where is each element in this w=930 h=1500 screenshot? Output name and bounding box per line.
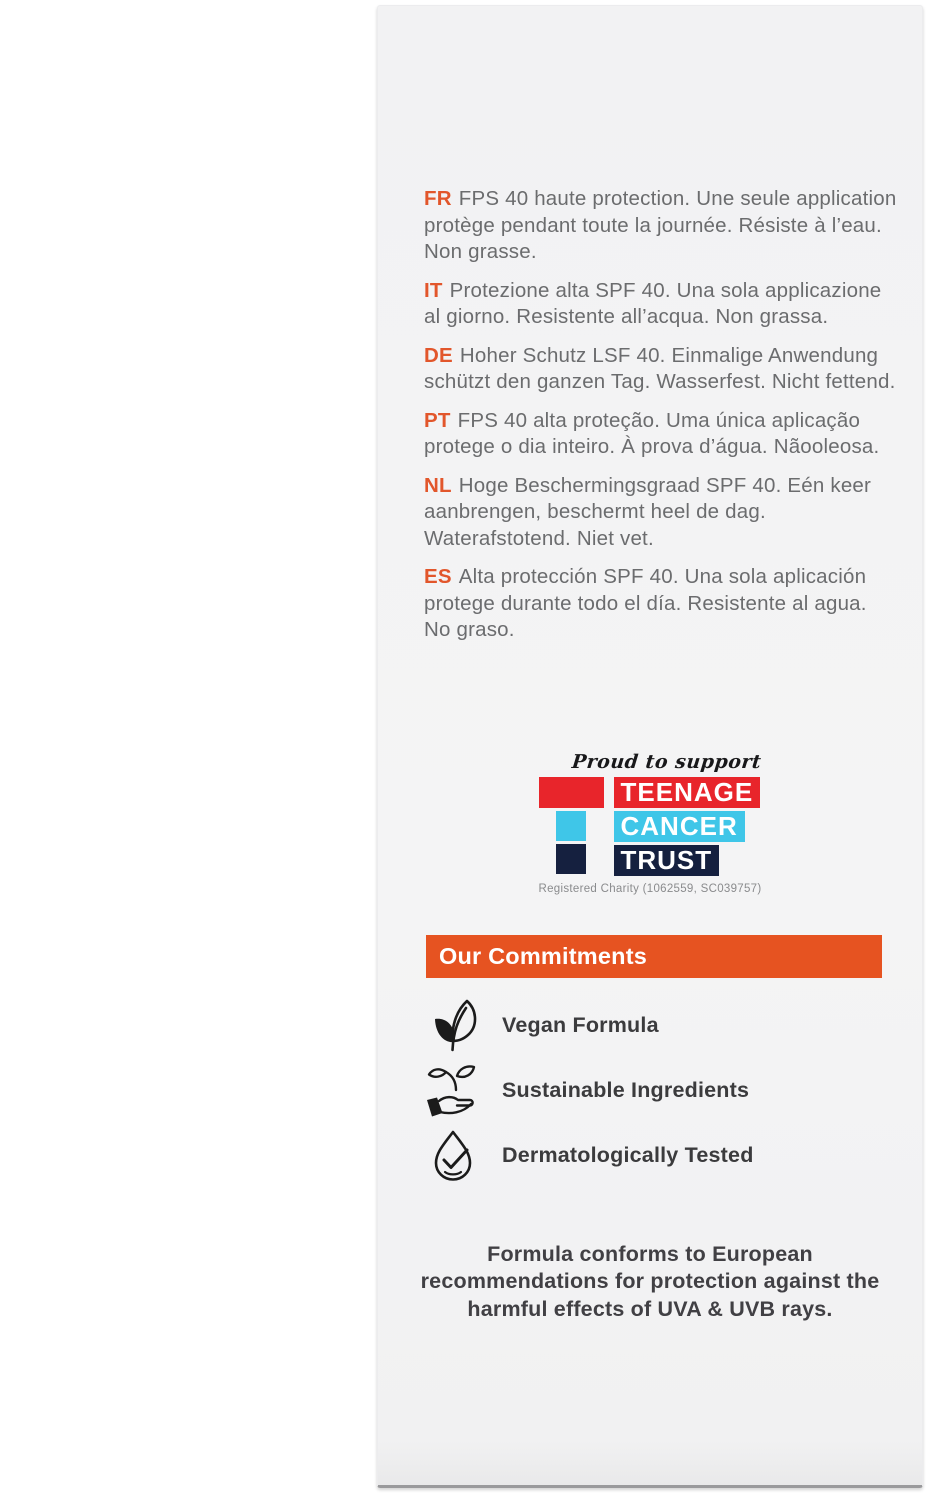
vegan-leaf-icon <box>424 998 484 1052</box>
charity-tagline: Proud to support <box>571 751 763 773</box>
lang-text-es: Alta protección SPF 40. Una sola aplicación protege durante todo el día. Resistente al agua. No graso. <box>424 565 867 641</box>
lang-text-nl: Hoge Beschermingsgraad SPF 40. Eén keer aanbrengen, beschermt heel de dag. Waterafstotend. Niet vet. <box>424 473 872 550</box>
tct-t-mid-cyan-square <box>556 811 586 841</box>
lang-paragraph-pt <box>424 408 898 461</box>
tct-t-top-red-bar <box>539 777 604 808</box>
tct-t-bottom-navy-square <box>556 844 586 874</box>
teenage-cancer-trust-block <box>378 751 922 895</box>
our-commitments-banner: Our Commitments <box>426 935 882 978</box>
lang-text-de: Hoher Schutz LSF 40. Einmalige Anwendung schützt den ganzen Tag. Wasserfest. Nicht fettend. <box>424 343 896 393</box>
tct-word-trust: TRUST <box>614 845 720 876</box>
lang-code-fr: FR <box>424 187 452 210</box>
charity-registration: Registered Charity (1062559, SC039757) <box>538 883 762 895</box>
lang-text-pt: FPS 40 alta proteção. Uma única aplicação protege o dia inteiro. À prova d’água. Nãooleosa. <box>424 408 880 458</box>
commitments-list <box>424 996 894 1191</box>
lang-paragraph-fr <box>424 186 898 266</box>
commitment-row-vegan <box>424 996 894 1054</box>
teenage-cancer-trust-logo <box>539 751 762 895</box>
uva-uvb-conformity-note: Formula conforms to European recommendations for protection against the harmful effects of UVA & UVB rays. <box>420 1241 880 1321</box>
lang-paragraph-nl <box>424 473 898 553</box>
lang-text-fr: FPS 40 haute protection. Une seule application protège pendant toute la journée. Résiste à l’eau. Non grasse. <box>424 187 897 263</box>
commitment-label-derm-tested: Dermatologically Tested <box>502 1142 754 1167</box>
commitment-label-vegan: Vegan Formula <box>502 1012 659 1037</box>
tct-t-mark-icon <box>539 777 604 876</box>
commitment-label-sustainable: Sustainable Ingredients <box>502 1077 750 1102</box>
commitment-row-derm-tested <box>424 1126 894 1184</box>
lang-paragraph-es <box>424 564 898 644</box>
lang-code-de: DE <box>424 343 453 367</box>
commitment-row-sustainable <box>424 1061 894 1119</box>
tct-word-cancer: CANCER <box>614 811 745 842</box>
product-box-back-panel <box>377 5 923 1488</box>
lang-paragraph-de <box>424 343 898 396</box>
lang-text-it: Protezione alta SPF 40. Una sola applicazione al giorno. Resistente all’acqua. Non grassa. <box>424 278 882 328</box>
multilingual-description <box>424 186 898 656</box>
tct-word-teenage: TEENAGE <box>614 777 761 808</box>
hand-holding-plant-icon <box>424 1063 484 1117</box>
lang-paragraph-it <box>424 278 898 331</box>
lang-code-nl: NL <box>424 473 452 497</box>
lang-code-pt: PT <box>424 408 451 432</box>
water-drop-check-icon <box>424 1129 484 1181</box>
lang-code-es: ES <box>424 565 452 588</box>
lang-code-it: IT <box>424 278 443 302</box>
